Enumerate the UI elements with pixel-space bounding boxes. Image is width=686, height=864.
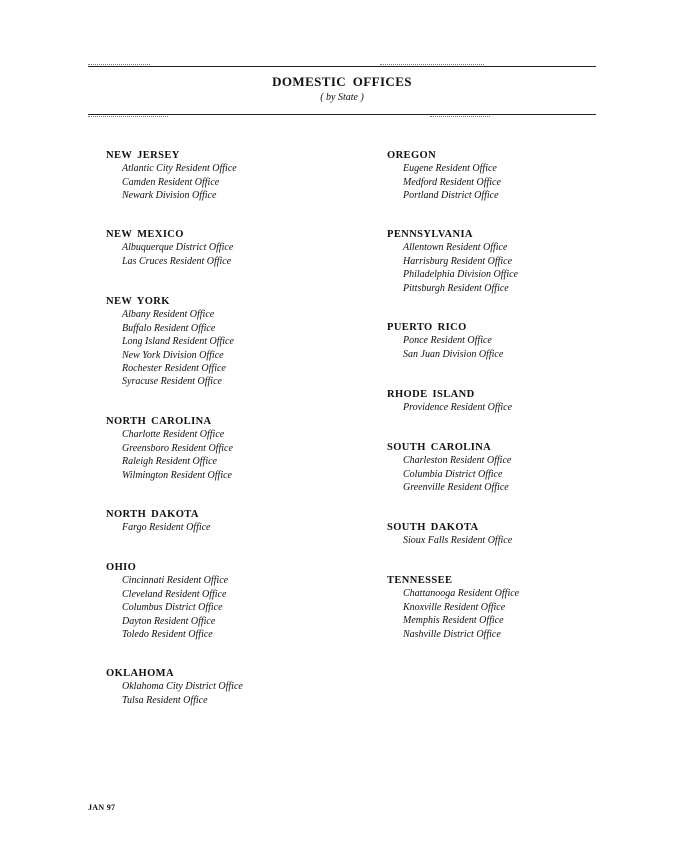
office-list — [106, 308, 366, 388]
header-dotted-rule — [430, 116, 490, 117]
office-list — [387, 587, 647, 641]
state-name: TENNESSEE — [387, 575, 453, 586]
office-item: New York Division Office — [122, 349, 224, 361]
office-list — [387, 454, 647, 494]
state-name: NEW YORK — [106, 296, 170, 307]
header — [88, 74, 596, 103]
state-block — [387, 228, 647, 295]
state-name: RHODE ISLAND — [387, 389, 475, 400]
state-block — [106, 295, 366, 389]
office-list — [387, 334, 647, 361]
state-name: SOUTH CAROLINA — [387, 442, 492, 453]
state-block — [387, 149, 647, 203]
state-block — [106, 228, 366, 268]
header-rule-bottom — [88, 114, 596, 115]
state-block — [106, 149, 366, 203]
office-item: Buffalo Resident Office — [122, 322, 216, 334]
office-item: Sioux Falls Resident Office — [403, 535, 513, 547]
state-block — [387, 574, 647, 641]
state-name: NEW MEXICO — [106, 229, 184, 240]
office-list — [387, 162, 647, 202]
office-item: Harrisburg Resident Office — [403, 255, 513, 267]
office-item: Cincinnati Resident Office — [122, 575, 229, 587]
office-list — [106, 574, 366, 641]
office-item: Wilmington Resident Office — [122, 469, 232, 481]
office-list — [106, 521, 366, 534]
page-subtitle: ( by State ) — [320, 92, 364, 103]
office-item: Chattanooga Resident Office — [403, 588, 520, 600]
header-dotted-rule — [88, 64, 150, 65]
office-item: Columbus District Office — [122, 602, 223, 614]
office-item: Eugene Resident Office — [403, 163, 497, 175]
office-list — [106, 241, 366, 268]
state-block — [106, 508, 366, 535]
office-item: Toledo Resident Office — [122, 629, 213, 641]
state-name: SOUTH DAKOTA — [387, 522, 479, 533]
state-block — [387, 521, 647, 548]
office-list — [387, 534, 647, 547]
office-item: Atlantic City Resident Office — [122, 163, 237, 175]
state-name: OHIO — [106, 562, 137, 573]
office-item: Allentown Resident Office — [403, 242, 508, 254]
office-list — [106, 162, 366, 202]
state-name: NEW JERSEY — [106, 150, 180, 161]
office-item: Greensboro Resident Office — [122, 442, 233, 454]
office-item: Cleveland Resident Office — [122, 588, 227, 600]
office-item: Oklahoma City District Office — [122, 681, 243, 693]
office-list — [387, 241, 647, 295]
office-item: Pittsburgh Resident Office — [403, 282, 509, 294]
office-item: Las Cruces Resident Office — [122, 255, 232, 267]
office-item: Tulsa Resident Office — [122, 694, 208, 706]
header-dotted-rule — [88, 116, 168, 117]
state-block — [387, 441, 647, 495]
office-item: Newark Division Office — [122, 190, 217, 202]
office-list — [106, 428, 366, 482]
state-name: PUERTO RICO — [387, 322, 467, 333]
state-name: OKLAHOMA — [106, 668, 174, 679]
office-list — [387, 401, 647, 414]
office-list — [106, 680, 366, 707]
office-item: Long Island Resident Office — [122, 336, 234, 348]
office-item: Portland District Office — [403, 190, 499, 202]
page-title: DOMESTIC OFFICES — [272, 74, 412, 89]
header-rule-top — [88, 66, 596, 67]
footer-date: JAN 97 — [88, 803, 116, 812]
office-item: Albuquerque District Office — [122, 242, 234, 254]
office-item: Syracuse Resident Office — [122, 376, 222, 388]
office-item: Raleigh Resident Office — [122, 456, 217, 468]
office-item: Knoxville Resident Office — [403, 601, 506, 613]
state-block — [387, 321, 647, 361]
state-name: PENNSYLVANIA — [387, 229, 473, 240]
state-name: NORTH CAROLINA — [106, 416, 212, 427]
office-item: Greenville Resident Office — [403, 482, 509, 494]
office-item: Providence Resident Office — [403, 402, 513, 414]
office-item: Columbia District Office — [403, 468, 503, 480]
office-item: Rochester Resident Office — [122, 363, 226, 375]
office-item: San Juan Division Office — [403, 348, 504, 360]
office-item: Charlotte Resident Office — [122, 429, 225, 441]
office-item: Fargo Resident Office — [122, 522, 211, 534]
state-name: OREGON — [387, 150, 437, 161]
office-item: Albany Resident Office — [122, 309, 215, 321]
state-block — [106, 415, 366, 482]
office-item: Medford Resident Office — [403, 176, 501, 188]
office-item: Ponce Resident Office — [403, 335, 492, 347]
state-block — [387, 388, 647, 415]
office-item: Dayton Resident Office — [122, 615, 216, 627]
state-block — [106, 561, 366, 641]
header-dotted-rule — [380, 64, 484, 65]
office-item: Charleston Resident Office — [403, 455, 512, 467]
office-item: Memphis Resident Office — [403, 615, 504, 627]
office-item: Nashville District Office — [403, 628, 501, 640]
state-block — [106, 667, 366, 707]
office-item: Camden Resident Office — [122, 176, 220, 188]
office-item: Philadelphia Division Office — [403, 269, 518, 281]
state-name: NORTH DAKOTA — [106, 509, 199, 520]
